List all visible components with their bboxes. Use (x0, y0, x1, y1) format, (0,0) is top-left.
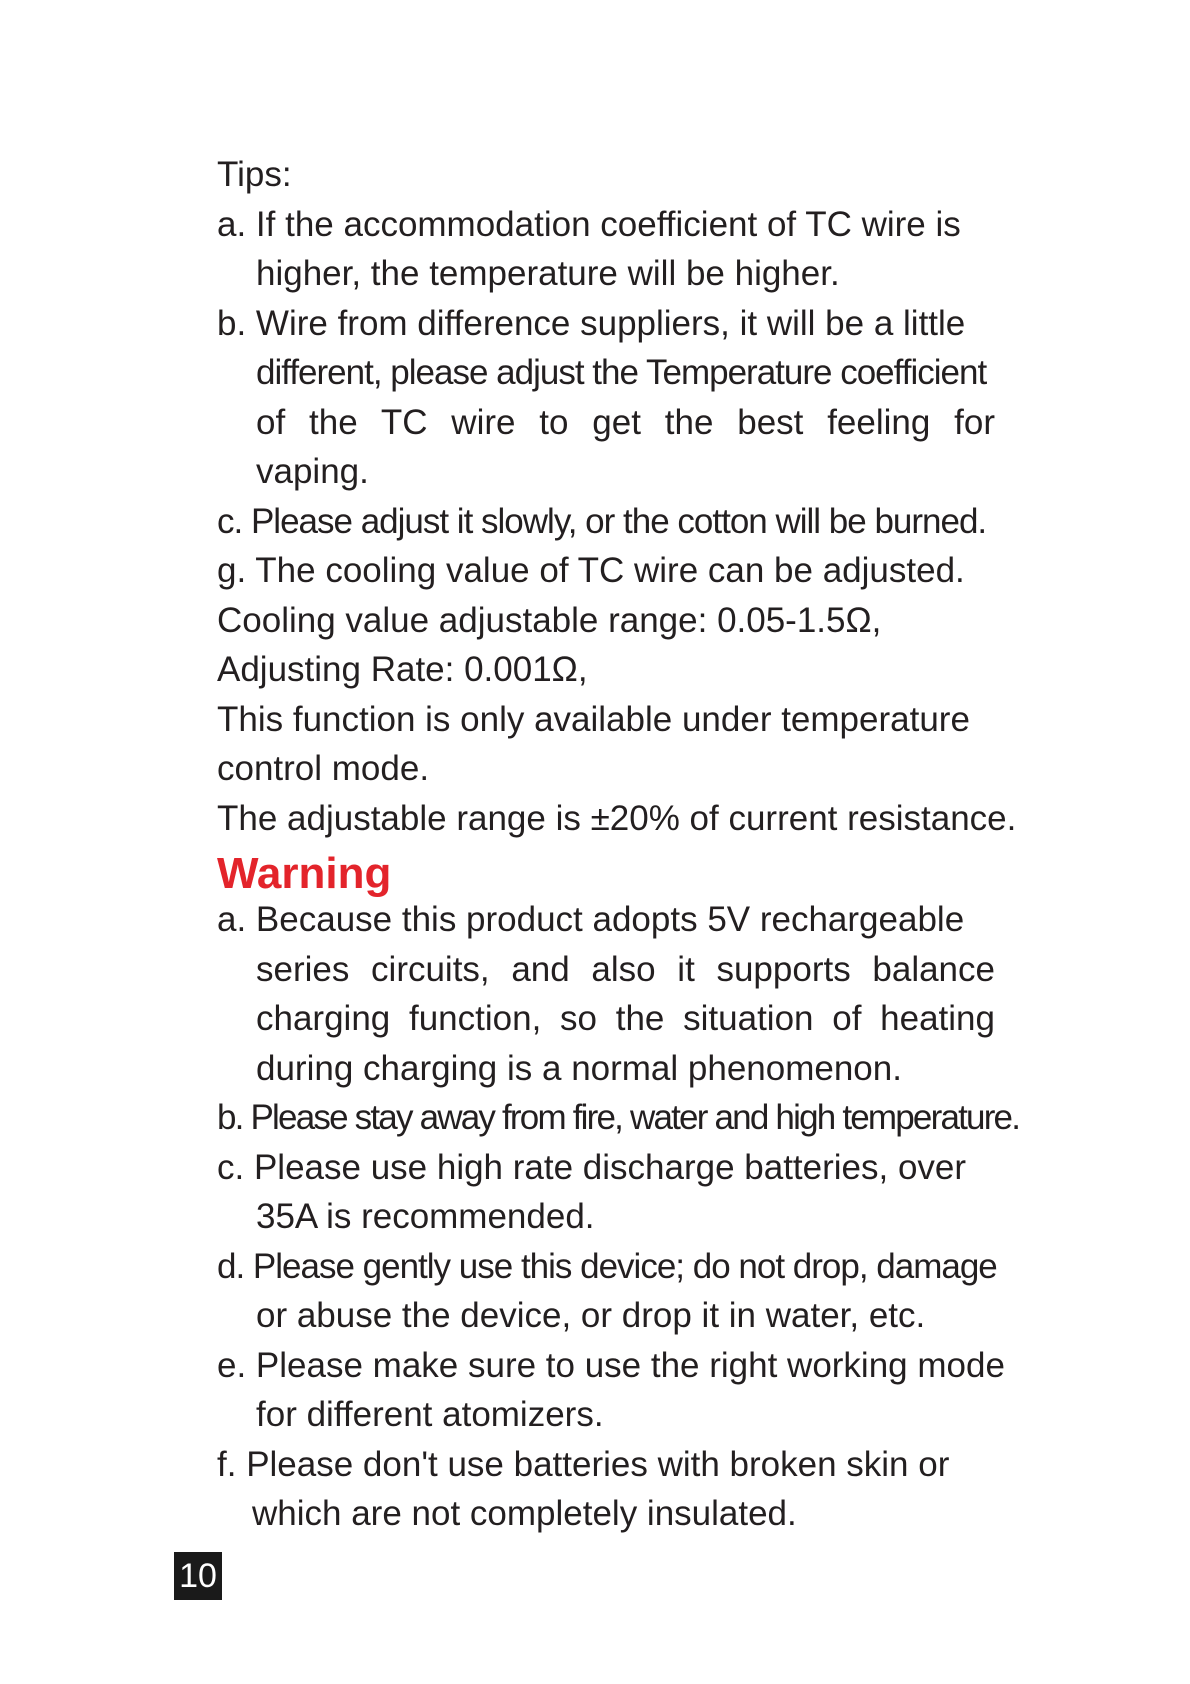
warning-f-line1: Please don't use batteries with broken skin or (246, 1444, 950, 1484)
tip-b-line3: of the TC wire to get the best feeling for (256, 402, 995, 442)
warning-a-line3: charging function, so the situation of heating (256, 999, 995, 1038)
warning-title: Warning (217, 849, 392, 898)
tip-b-line4: vaping. (256, 452, 369, 491)
warning-a-line1: Because this product adopts 5V rechargeable (255, 900, 965, 939)
warning-f-line2: which are not completely insulated. (252, 1494, 797, 1533)
warning-d-item (217, 1242, 1007, 1292)
warning-c-item (217, 1143, 1007, 1193)
warning-d-line2: or abuse the device, or drop it in water, etc. (256, 1296, 926, 1335)
warning-d-line1: Please gently use this device; do not drop, damage (252, 1246, 997, 1286)
function-line2: control mode. (217, 749, 430, 788)
page-number: 10 (174, 1552, 222, 1600)
warning-f-label: f. (217, 1444, 247, 1484)
warning-c-label: c. (217, 1147, 254, 1187)
warning-a-line2: series circuits, and also it supports balance (256, 949, 995, 989)
warning-e-line1: Please make sure to use the right working mode (255, 1345, 1005, 1385)
warning-c-line1: Please use high rate discharge batteries, over (253, 1147, 967, 1187)
page-content (217, 150, 1020, 1539)
cooling-range-line: Cooling value adjustable range: 0.05-1.5Ω, (217, 600, 882, 640)
tip-b-item (217, 299, 1007, 349)
warning-c-line2: 35A is recommended. (256, 1197, 595, 1236)
warning-e-label: e. (217, 1345, 256, 1385)
tip-a-line1: If the accommodation coefficient of TC wire is (255, 204, 961, 244)
tip-g-line: g. The cooling value of TC wire can be adjusted. (217, 551, 965, 590)
function-line1: This function is only available under temperature (217, 699, 970, 739)
tip-b-label: b. (217, 303, 256, 343)
warning-a-label: a. (217, 900, 256, 939)
tip-c-line: c. Please adjust it slowly, or the cotton will be burned. (217, 501, 987, 541)
adjusting-rate-line: Adjusting Rate: 0.001Ω, (217, 650, 588, 689)
warning-a-line4: during charging is a normal phenomenon. (256, 1048, 902, 1088)
warning-e-line2: for different atomizers. (256, 1395, 604, 1434)
adjustable-range-line: The adjustable range is ±20% of current resistance. (217, 798, 1017, 838)
warning-b-line: b. Please stay away from fire, water and high temperature. (217, 1098, 1020, 1137)
warning-f-item (217, 1440, 1007, 1490)
tips-heading: Tips: (217, 155, 292, 194)
warning-e-item (217, 1341, 1007, 1391)
tip-b-line2: different, please adjust the Temperature coefficient (256, 353, 987, 392)
warning-a-item (217, 895, 1007, 945)
tip-a-item (217, 200, 1007, 250)
warning-d-label: d. (217, 1246, 253, 1286)
tip-a-label: a. (217, 204, 256, 244)
tip-a-line2: higher, the temperature will be higher. (256, 254, 840, 293)
tip-b-line1: Wire from difference suppliers, it will be a little (255, 303, 966, 343)
